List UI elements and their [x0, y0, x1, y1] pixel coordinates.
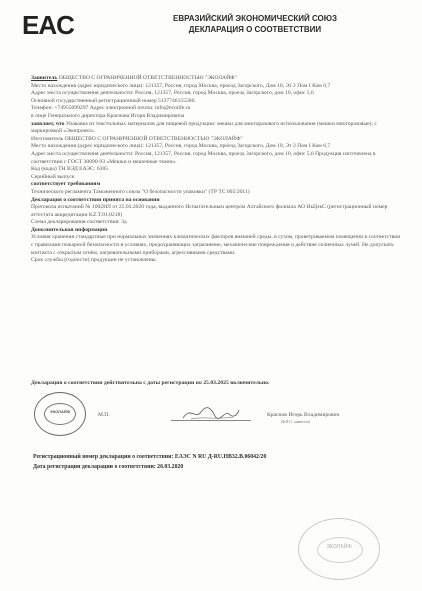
- person-line: в лице Генерального директора Краснова Игоря Владимировича: [31, 112, 185, 119]
- contacts-line: Телефон: +74955099297 Адрес электронной почты: info@ecolife.ru: [31, 105, 191, 112]
- registration-number: ЕАЭС N RU Д-RU.НВ32.В.06042/20: [174, 454, 267, 460]
- declares-line: [31, 121, 401, 136]
- applicant-label: Заявитель: [31, 75, 58, 81]
- applicant-name: ОБЩЕСТВО С ОГРАНИЧЕННОЙ ОТВЕТСТВЕННОСТЬЮ "ЭКОЛАЙФ": [58, 75, 237, 81]
- tn-ved-line: Код (коды) ТН ВЭД ЕАЭС: 6305: [31, 166, 109, 173]
- conforms-text: Технического регламента Таможенного союза "О безопасности упаковки" (ТР ТС 005/2011): [31, 188, 250, 195]
- declaration-body: [31, 75, 401, 265]
- applicant-line: [31, 75, 401, 83]
- declares-text: Упаковка из текстильных материалов для пищевой продукции: мешки для многоразового использования (мешки многоразовые), с маркировкой «Экопроект».: [31, 120, 377, 135]
- signatory-name: Краснов Игорь Владимирович: [267, 412, 340, 418]
- mp-mark: М.П.: [98, 412, 110, 418]
- registration-date: 26.03.2020: [157, 464, 184, 470]
- shelf-life-line: Срок службы (годности) продукции не установлены.: [31, 257, 157, 264]
- maker-activity: Адрес места осуществления деятельности: Россия, 121357, Россия, город Москва, проезд Загорского, дом 10, офис 5,6 Продукция изготовлена в соответствии с ГОСТ 30090-93 «Мешки и мешочные ткани».: [31, 150, 376, 165]
- validity-statement: Декларация о соответствии действительна с даты регистрации по 25.03.2025 включительно.: [31, 380, 270, 386]
- registration-block: [33, 452, 403, 472]
- registration-date-label: Дата регистрации декларации о соответствии:: [33, 464, 156, 470]
- document-header: [140, 13, 370, 35]
- ogrn-line: Основной государственный регистрационный номер 5137746155586.: [31, 97, 196, 104]
- extra-text: Условия хранения стандартные при нормальных значениях климатических факторов внешней среды, в сухом, проветриваемом помещении в соответствии с правилами пожарной безопасности в условиях, предохраняющих загрязнение, механические повреждения и действие солнечных лучей. Не допускать контакта с открытым огнём, нагревательными приборами, агрессивными средствами.: [31, 234, 401, 256]
- stamp-inner-ring: [44, 403, 76, 425]
- maker-address: Место нахождения (адрес юридического лица): 121357, Россия, город Москва, проезд Загорского, Дом 10, Эт 2 Пом I Ком 6,7: [31, 143, 331, 150]
- header-doc-title: ДЕКЛАРАЦИЯ О СООТВЕТСТВИИ: [188, 25, 322, 34]
- signature-line: [171, 420, 251, 421]
- maker-label: Изготовитель: [31, 135, 64, 142]
- registration-number-line: [33, 452, 403, 462]
- extra-label: Дополнительная информация: [31, 226, 108, 233]
- company-stamp: [34, 392, 86, 436]
- declares-label: заявляет, что: [31, 120, 65, 127]
- registration-date-line: [33, 462, 403, 472]
- header-union-title: ЕВРАЗИЙСКИЙ ЭКОНОМИЧЕСКИЙ СОЮЗ: [172, 14, 338, 23]
- faded-stamp-inner-ring: [317, 537, 363, 563]
- faded-stamp: [298, 518, 380, 580]
- signatory-caption: (Ф.И.О. заявителя): [281, 420, 310, 424]
- scheme-line: Схема декларирования соответствия: 3д: [31, 219, 127, 226]
- activity-address: Адрес места осуществления деятельности: Россия, 121357, Россия, город Москва, проезд Загорского, дом 10, офис 5,6: [31, 90, 314, 97]
- eac-logo: EAC: [22, 10, 74, 40]
- basis-text: Протокола испытаний № 1002ИЛ от 25.03.2020 года, выданного Испытательным центром Алтайского филиала АО НьЦэкС (регистрационный номер аттестата аккредитации KZ.T.01.0218): [31, 204, 388, 218]
- signature-block: [31, 392, 401, 438]
- stamp-text: ЭКОЛАЙФ: [49, 409, 71, 414]
- maker-name: ОБЩЕСТВО С ОГРАНИЧЕННОЙ ОТВЕТСТВЕННОСТЬЮ "ЭКОЛАЙФ": [64, 135, 243, 142]
- registration-number-label: Регистрационный номер декларации о соответствии:: [33, 454, 174, 460]
- applicant-address: Место нахождения (адрес юридического лица): 121357, Россия, город Москва, проезд Загорского, Дом 10, Эт 2 Пом I Ком 6,7: [31, 82, 331, 89]
- basis-label: Декларация о соответствии принята на основании: [31, 196, 160, 203]
- conforms-label: соответствует требованиям: [31, 181, 101, 188]
- faded-stamp-text: ЭКОЛАЙФ: [326, 544, 352, 550]
- series-line: Серийный выпуск: [31, 173, 75, 180]
